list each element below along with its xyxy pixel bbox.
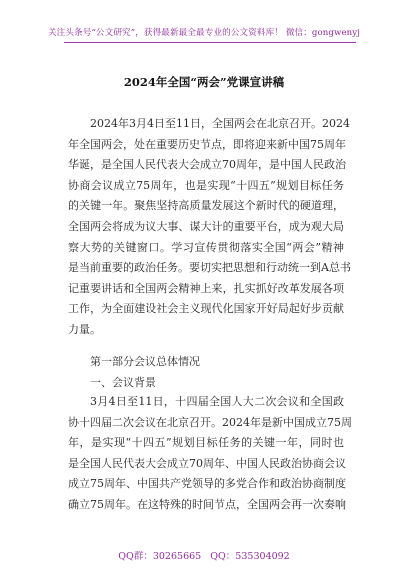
qq-number-text: QQ：535304092 [210, 551, 290, 562]
qq-group-text: QQ群：30265665 [118, 551, 202, 562]
background-line: 3月4日至11日，十四届全国人大二次会议和全国政 [90, 395, 344, 408]
background-paragraph [68, 392, 352, 516]
intro-line: 是当前重要的政治任务。要切实把思想和行动统一到A总书 [68, 261, 351, 275]
background-line: 是全国人民代表大会成立70周年、中国人民政治协商会议 [68, 456, 346, 470]
intro-line: 工作，为全面建设社会主义现代化国家开好局起好步贡献 [68, 302, 344, 316]
intro-line: 2024年3月4日至11日，全国两会在北京召开。2024 [90, 117, 350, 130]
background-line: 成立75周年、中国共产党领导的多党合作和政治协商制度 [68, 477, 346, 491]
background-line: 年，是实现“十四五”规划目标任务的关键一年，同时也 [68, 436, 344, 450]
intro-line: 的关键一年。聚焦坚持高质量发展这个新时代的硬道理， [68, 199, 344, 213]
header-promo-text: 关注头条号“公文研究”，获得最新最全最专业的公文资料库！ 微信：gongwenyj [47, 28, 361, 38]
intro-paragraph [68, 114, 351, 341]
intro-line: 协商会议成立75周年，也是实现“十四五”规划目标任务 [68, 178, 344, 192]
intro-line: 全国两会将成为议大事、谋大计的重要平台，成为观大局 [68, 219, 344, 233]
background-line: 确立75周年。在这特殊的时间节点，全国两会再一次奏响 [68, 497, 346, 511]
background-line: 协十四届二次会议在北京召开。2024年是新中国成立75周 [68, 415, 352, 429]
header-divider [64, 42, 356, 43]
intro-line: 力量。 [68, 322, 101, 336]
intro-line: 华诞，是全国人民代表大会成立70周年，是中国人民政治 [68, 158, 346, 172]
part1-heading: 第一部分会议总体情况 [90, 355, 200, 368]
document-title: 2024年全国“两会”党课宣讲稿 [123, 75, 285, 89]
section1-heading: 一、会议背景 [90, 376, 156, 389]
intro-line: 记重要讲话和全国两会精神上来，扎实抓好改革发展各项 [68, 281, 344, 295]
intro-line: 年全国两会，处在重要历史节点，即将迎来新中国75周年 [68, 137, 346, 151]
footer-contact [0, 548, 408, 562]
intro-line: 察大势的关键窗口。学习宣传贯彻落实全国“两会”精神 [68, 240, 344, 254]
